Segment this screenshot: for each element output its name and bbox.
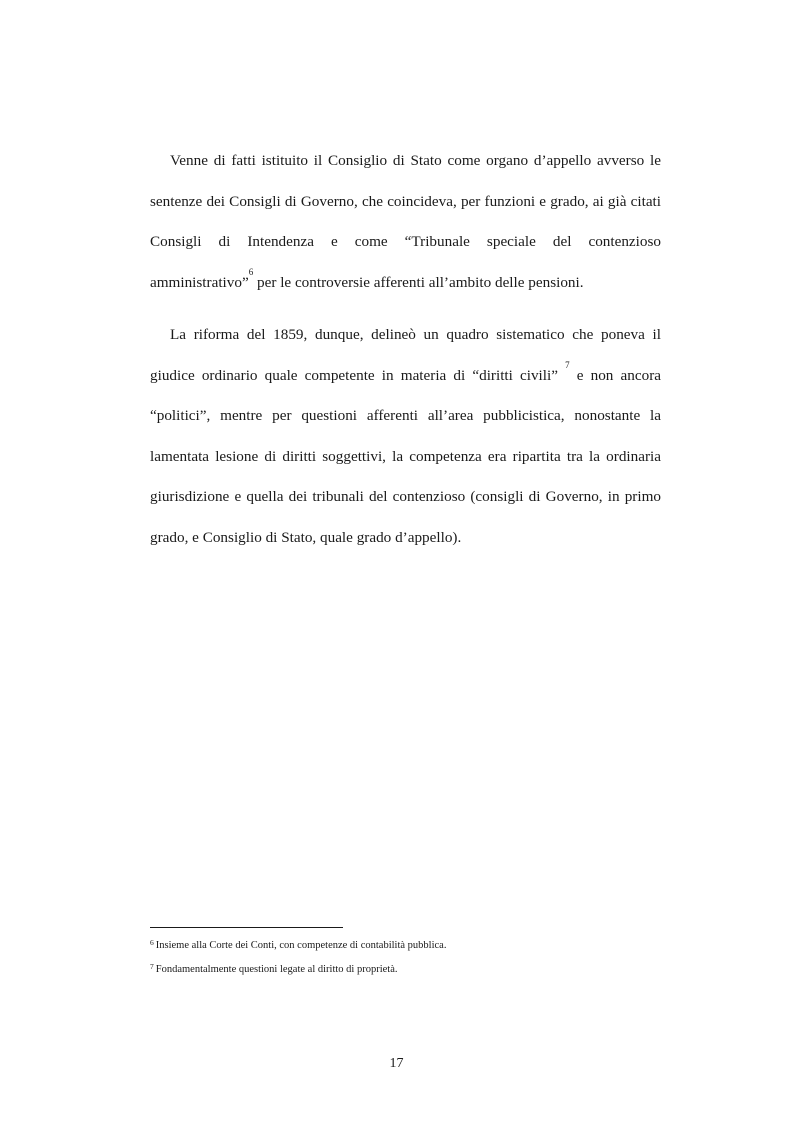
footnote-separator <box>150 927 343 928</box>
body-text <box>150 141 661 558</box>
footnote-6 <box>150 940 661 952</box>
footnote-text: Fondamentalmente questioni legate al diritto di proprietà. <box>155 964 398 975</box>
paragraph-2-text-b: e non ancora “politici”, mentre per questioni afferenti all’area pubblicistica, nonostante la lamentata lesione di diritti soggettivi, la competenza era ripartita tra la ordinaria giurisdizione e quella dei tribunali del contenzioso (consigli di Governo, in primo grado, e Consiglio di Stato, quale grado d’appello). <box>150 366 661 546</box>
footnote-reference-7[interactable]: 7 <box>565 360 570 371</box>
footnotes <box>150 940 661 988</box>
paragraph-2-text-a: La riforma del 1859, dunque, delineò un quadro sistematico che poneva il giudice ordinario quale competente in materia di “diritti civili” <box>150 326 661 384</box>
footnote-reference-6[interactable]: 6 <box>248 267 254 278</box>
footnote-mark: 6 <box>150 938 154 947</box>
paragraph-2 <box>150 315 661 558</box>
footnote-mark: 7 <box>150 962 154 971</box>
paragraph-1-text-b: per le controversie afferenti all’ambito delle pensioni. <box>253 273 584 291</box>
footnote-7 <box>150 964 661 976</box>
footnote-text: Insieme alla Corte dei Conti, con competenze di contabilità pubblica. <box>155 940 447 951</box>
page-number: 17 <box>389 1056 404 1071</box>
paragraph-1 <box>150 141 661 303</box>
paragraph-1-text-a: Venne di fatti istituito il Consiglio di Stato come organo d’appello avverso le sentenze dei Consigli di Governo, che coincideva, per funzioni e grado, ai già citati Consigli di Intendenza e come “Tribunale speciale del contenzioso amministrativo” <box>150 152 661 291</box>
